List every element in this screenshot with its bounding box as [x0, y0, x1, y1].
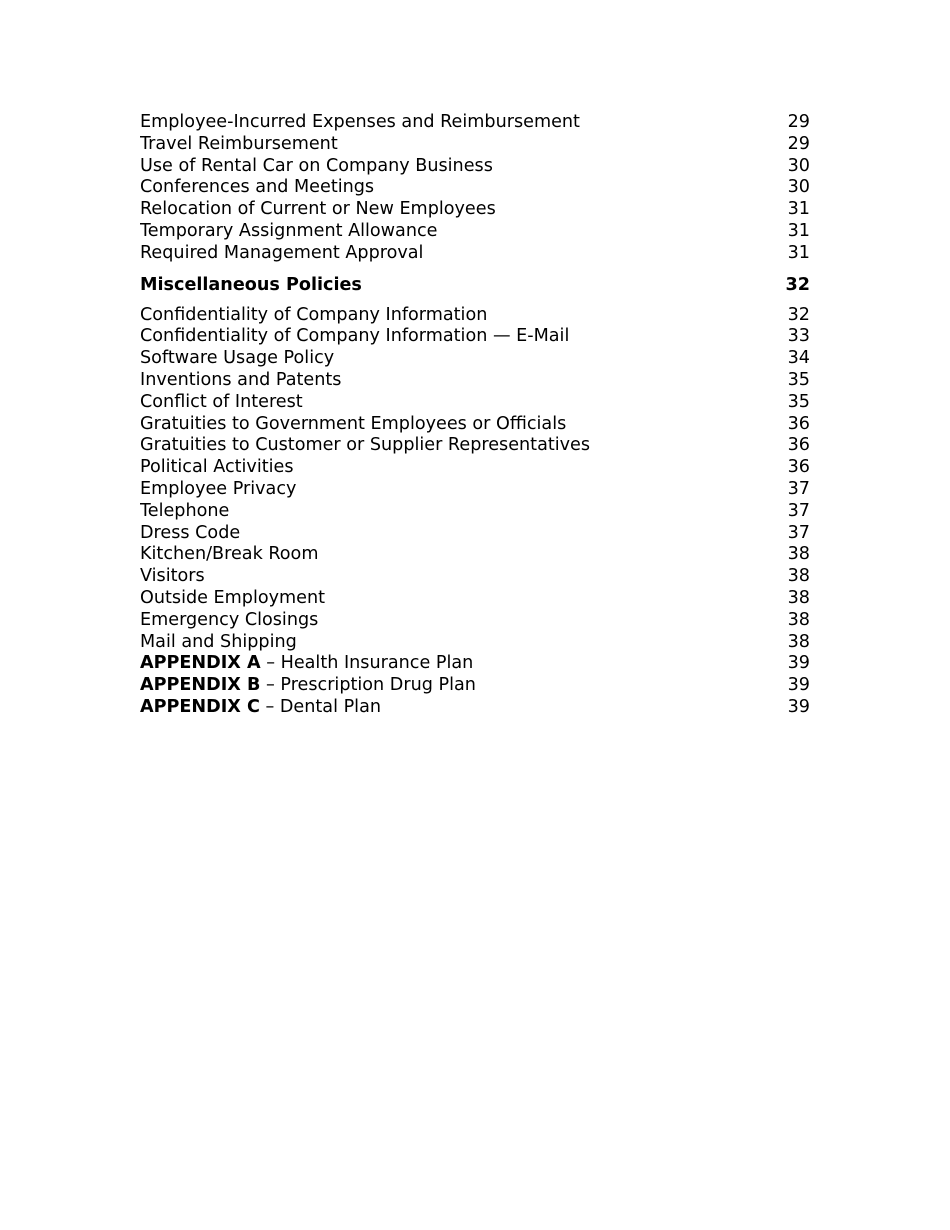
- toc-entry-page: 35: [787, 369, 810, 390]
- toc-entry-page: 31: [787, 220, 810, 241]
- toc-entry-page: 29: [787, 112, 810, 132]
- toc-entry-page: 37: [787, 500, 810, 521]
- toc-entry-title: Employee-Incurred Expenses and Reimbursement: [140, 112, 580, 132]
- toc-entry-title: Gratuities to Customer or Supplier Representatives: [140, 435, 591, 456]
- toc-appendix-entry[interactable]: [140, 675, 810, 697]
- toc-entry[interactable]: [140, 348, 810, 370]
- toc-group-expenses: [140, 112, 810, 265]
- appendix-label: APPENDIX C: [140, 696, 260, 717]
- toc-entry-page: 30: [787, 177, 810, 198]
- appendix-label: APPENDIX A: [140, 653, 261, 674]
- toc-entry-page: 38: [787, 631, 810, 652]
- toc-entry-title: Kitchen/Break Room: [140, 544, 319, 565]
- toc-entry-title: Telephone: [140, 500, 230, 521]
- toc-appendix-entry[interactable]: [140, 653, 810, 675]
- toc-entry-title: Confidentiality of Company Information — E-Mail: [140, 326, 570, 347]
- toc-entry[interactable]: [140, 199, 810, 221]
- toc-entry-title: Political Activities: [140, 457, 294, 478]
- toc-entry-page: 30: [787, 155, 810, 176]
- toc-entry-page: 38: [787, 566, 810, 587]
- toc-entry-title: Travel Reimbursement: [140, 133, 338, 154]
- toc-entry-page: 38: [787, 587, 810, 608]
- toc-entry-page: 37: [787, 478, 810, 499]
- toc-entry[interactable]: [140, 305, 810, 327]
- toc-entry[interactable]: [140, 177, 810, 199]
- toc-entry-page: 34: [787, 348, 810, 369]
- toc-entry-page: 29: [787, 133, 810, 154]
- toc-entry[interactable]: [140, 457, 810, 479]
- toc-entry-title: Conflict of Interest: [140, 391, 303, 412]
- toc-entry-title: Outside Employment: [140, 587, 326, 608]
- toc-entry-page: 32: [787, 304, 810, 325]
- table-of-contents: [140, 112, 810, 719]
- toc-entry[interactable]: [140, 501, 810, 523]
- appendix-title: – Health Insurance Plan: [260, 653, 474, 674]
- toc-entry-title: Emergency Closings: [140, 609, 319, 630]
- toc-section-heading[interactable]: [140, 274, 810, 296]
- toc-entry-title: Software Usage Policy: [140, 348, 335, 369]
- toc-entry[interactable]: [140, 414, 810, 436]
- toc-entry-page: 36: [787, 413, 810, 434]
- toc-entry-page: 38: [787, 609, 810, 630]
- appendix-title: – Dental Plan: [259, 696, 382, 717]
- toc-entry-page: 39: [787, 653, 810, 674]
- toc-entry[interactable]: [140, 243, 810, 265]
- toc-entry[interactable]: [140, 221, 810, 243]
- toc-entry-title: Confidentiality of Company Information: [140, 304, 488, 325]
- toc-entry-page: 38: [787, 544, 810, 565]
- toc-entry-page: 31: [787, 242, 810, 263]
- toc-entry-title: Required Management Approval: [140, 242, 424, 263]
- toc-entry-title: Mail and Shipping: [140, 631, 297, 652]
- toc-entry-title: Employee Privacy: [140, 478, 297, 499]
- appendix-label: APPENDIX B: [140, 675, 261, 696]
- toc-entry[interactable]: [140, 112, 810, 134]
- toc-entry[interactable]: [140, 566, 810, 588]
- toc-entry-title: Temporary Assignment Allowance: [140, 220, 438, 241]
- toc-entry[interactable]: [140, 588, 810, 610]
- toc-entry[interactable]: [140, 610, 810, 632]
- toc-entry[interactable]: [140, 370, 810, 392]
- toc-entry-title: Conferences and Meetings: [140, 177, 375, 198]
- toc-entry-title: Inventions and Patents: [140, 369, 342, 390]
- toc-entry-page: 37: [787, 522, 810, 543]
- toc-entry-title: Gratuities to Government Employees or Officials: [140, 413, 567, 434]
- toc-entry-page: 39: [787, 675, 810, 696]
- toc-entry[interactable]: [140, 156, 810, 178]
- appendix-title: – Prescription Drug Plan: [260, 675, 476, 696]
- toc-entry-title: Visitors: [140, 566, 205, 587]
- toc-entry-page: 36: [787, 435, 810, 456]
- toc-entry[interactable]: [140, 479, 810, 501]
- toc-appendix-entry[interactable]: [140, 697, 810, 719]
- toc-entry-title: [140, 697, 381, 719]
- toc-entry-page: 36: [787, 457, 810, 478]
- toc-entry-title: Dress Code: [140, 522, 241, 543]
- toc-entry[interactable]: [140, 544, 810, 566]
- toc-entry-page: 35: [787, 391, 810, 412]
- toc-entry-title: Use of Rental Car on Company Business: [140, 155, 493, 176]
- toc-entry[interactable]: [140, 523, 810, 545]
- toc-entry-title: [140, 675, 476, 697]
- toc-section-page: 32: [785, 274, 810, 295]
- toc-group-misc: [140, 305, 810, 654]
- toc-group-appendices: [140, 653, 810, 718]
- toc-entry-page: 33: [787, 326, 810, 347]
- toc-entry[interactable]: [140, 326, 810, 348]
- toc-entry[interactable]: [140, 435, 810, 457]
- toc-section-title: Miscellaneous Policies: [140, 274, 362, 295]
- toc-entry-page: 31: [787, 199, 810, 220]
- toc-entry-page: 39: [787, 696, 810, 717]
- toc-entry-title: Relocation of Current or New Employees: [140, 199, 496, 220]
- toc-entry[interactable]: [140, 632, 810, 654]
- toc-entry[interactable]: [140, 392, 810, 414]
- toc-entry[interactable]: [140, 134, 810, 156]
- toc-entry-title: [140, 653, 473, 675]
